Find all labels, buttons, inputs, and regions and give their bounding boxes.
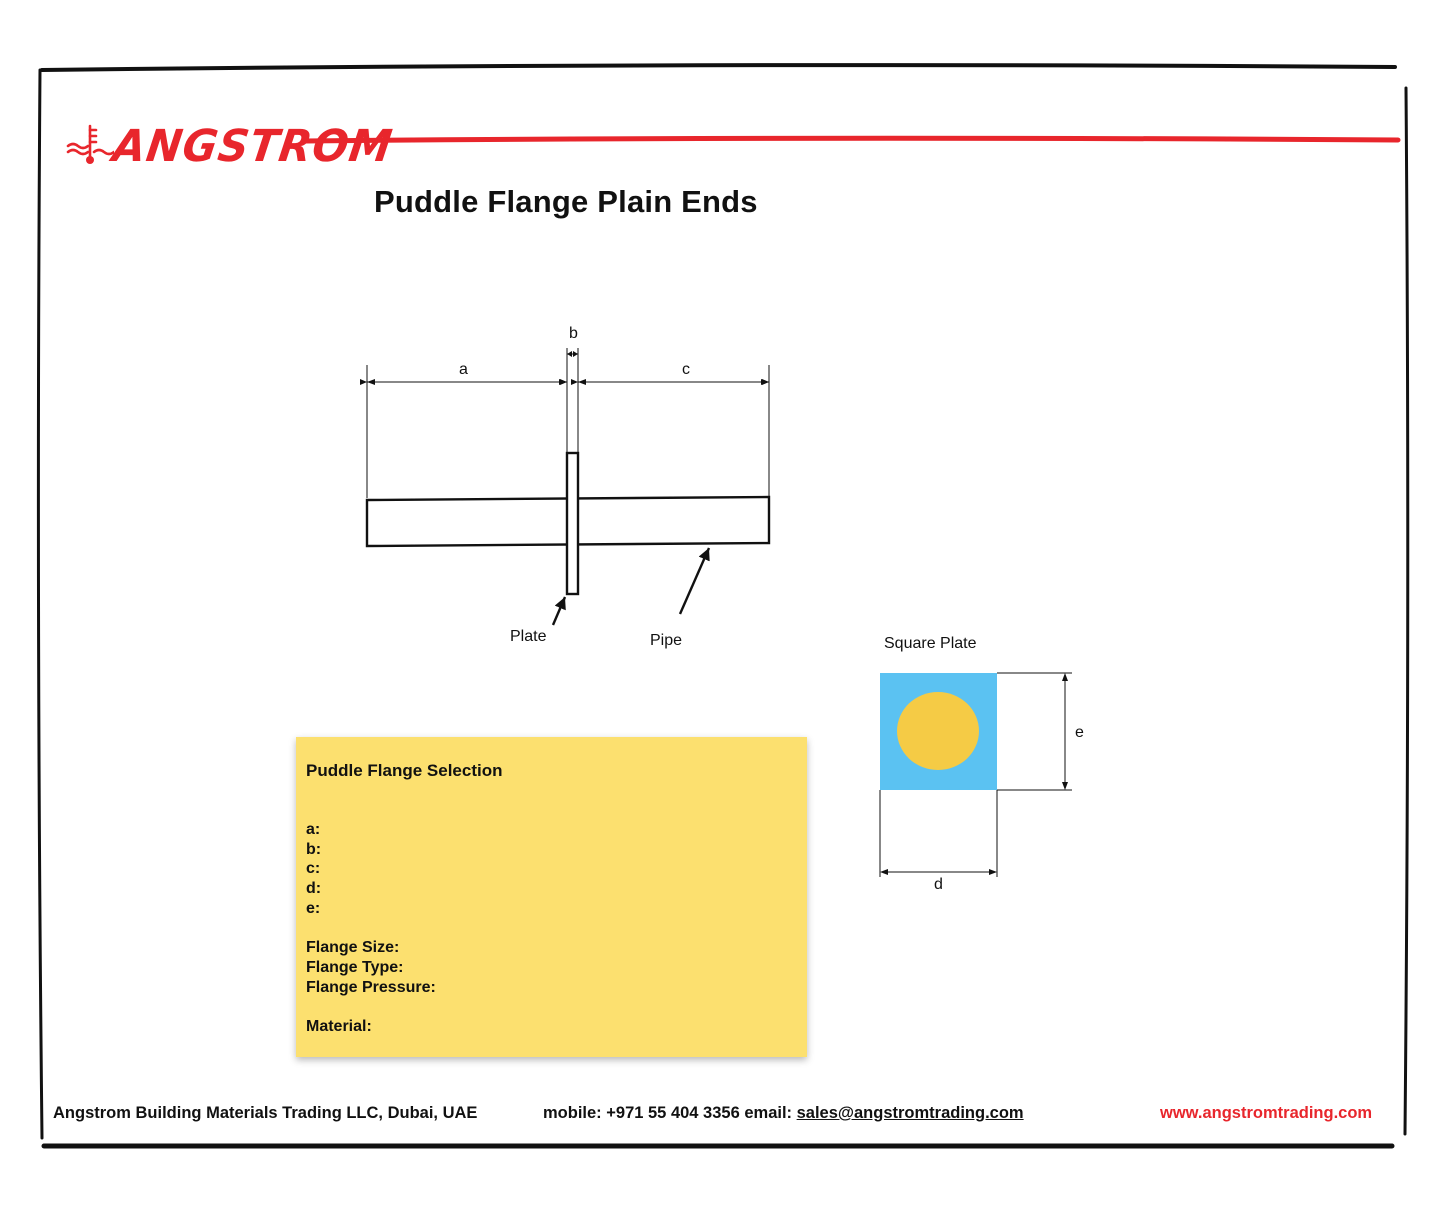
brand-logo-text: ANGSTROM xyxy=(109,120,396,172)
plate-leader-arrow xyxy=(553,597,565,625)
field-b: b: xyxy=(306,840,322,858)
selection-fields xyxy=(306,820,436,1037)
footer-contact-prefix: mobile: +971 55 404 3356 email: xyxy=(543,1104,797,1122)
page-title: Puddle Flange Plain Ends xyxy=(374,184,758,219)
plate-label: Plate xyxy=(510,628,547,645)
footer-company: Angstrom Building Materials Trading LLC, Dubai, UAE xyxy=(53,1104,478,1122)
field-material: Material: xyxy=(306,1017,372,1035)
field-d: d: xyxy=(306,880,322,898)
dimension-e-label: e xyxy=(1075,724,1084,741)
field-e: e: xyxy=(306,899,321,917)
square-plate-label: Square Plate xyxy=(884,635,977,652)
dimension-d-label: d xyxy=(934,876,943,893)
field-flange-pressure: Flange Pressure: xyxy=(306,978,436,996)
dimension-b-label: b xyxy=(569,325,578,342)
pipe-leader-arrow xyxy=(680,548,709,614)
footer-email-link[interactable]: sales@angstromtrading.com xyxy=(796,1104,1024,1122)
dimension-c-label: c xyxy=(682,361,690,378)
dimension-a-label: a xyxy=(459,361,468,378)
footer-website-link[interactable]: www.angstromtrading.com xyxy=(1160,1104,1373,1122)
field-c: c: xyxy=(306,860,321,878)
square-plate-diagram xyxy=(860,660,1100,900)
selection-note xyxy=(296,737,807,1057)
plate-hole-shape xyxy=(897,692,979,770)
footer-contact xyxy=(543,1104,1024,1123)
field-flange-type: Flange Type: xyxy=(306,958,404,976)
plate-shape xyxy=(567,453,578,594)
field-flange-size: Flange Size: xyxy=(306,939,400,957)
selection-title: Puddle Flange Selection xyxy=(306,761,503,780)
pipe-label: Pipe xyxy=(650,632,683,649)
field-a: a: xyxy=(306,821,321,838)
